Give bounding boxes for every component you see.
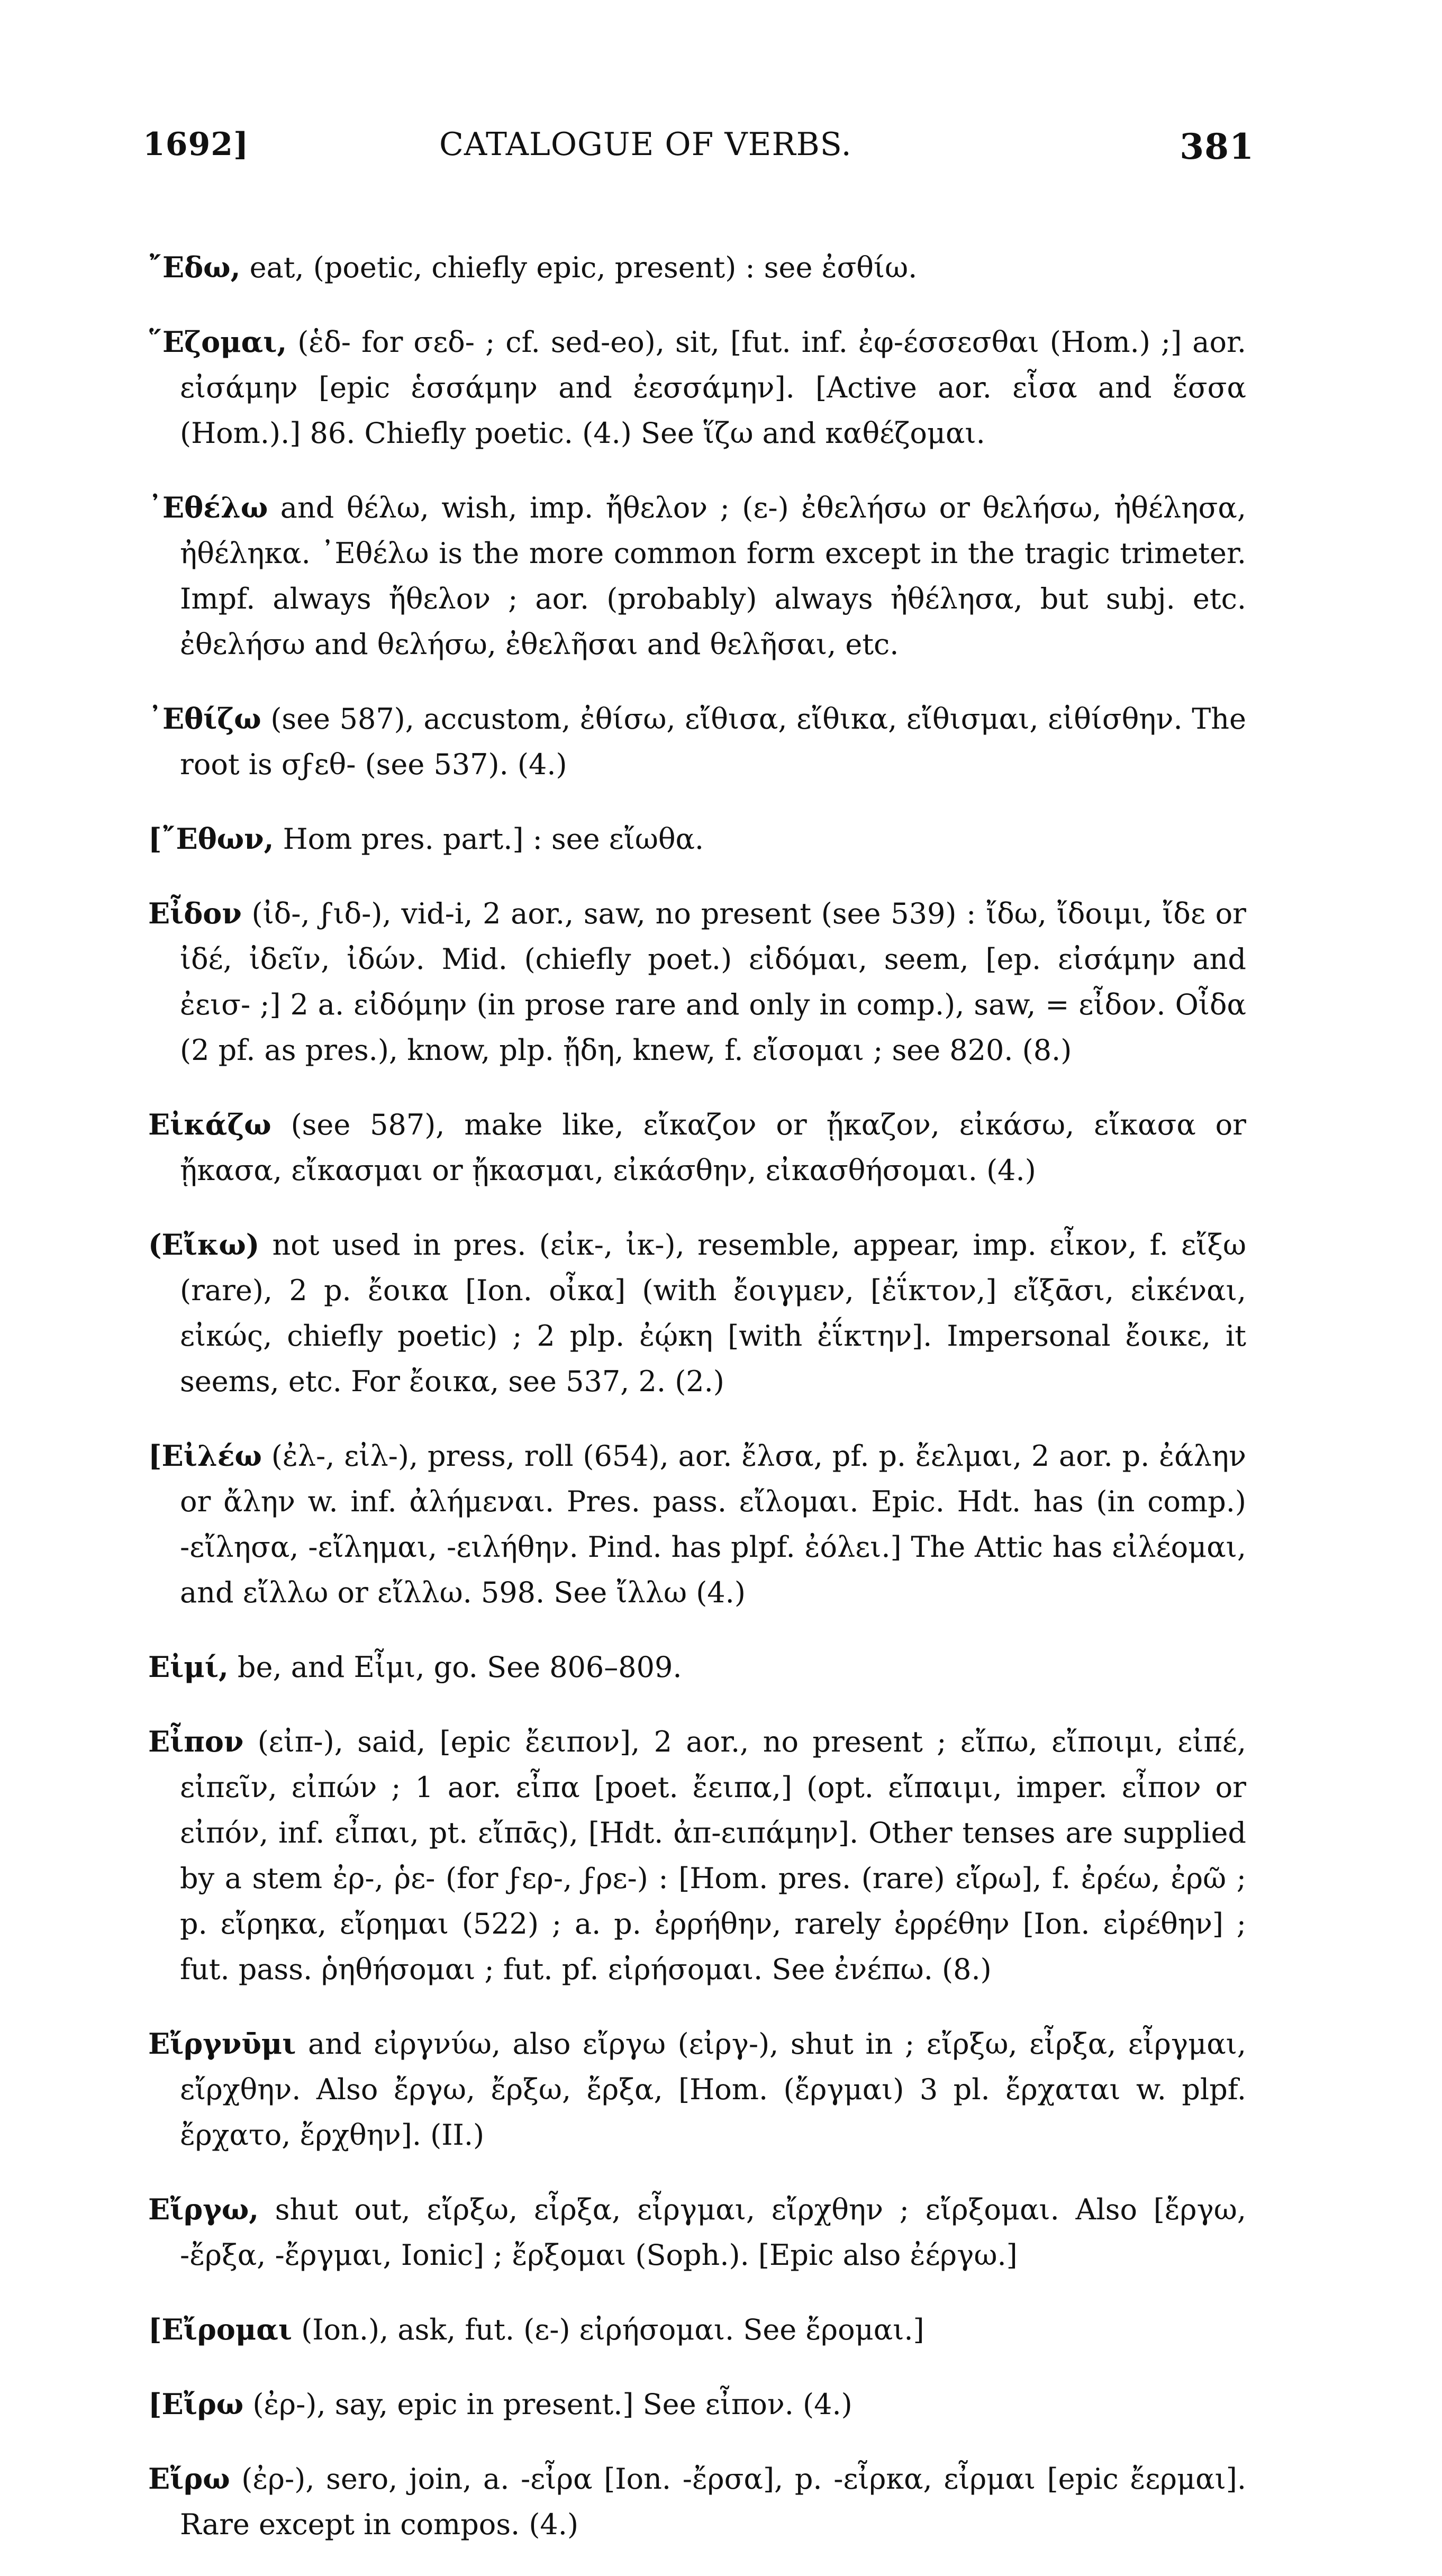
headword: [῎Εθων, (148, 822, 274, 856)
headword: [Εἴρομαι (148, 2312, 292, 2346)
headword: ῎Εδω, (148, 250, 241, 284)
entry-edo (148, 244, 1246, 291)
entry-eidon (148, 891, 1246, 1073)
headword: ᾽Εθίζω (148, 702, 261, 736)
entry-eiro-join (148, 2456, 1246, 2547)
entry-ethon (148, 816, 1246, 862)
entry-eimi (148, 1644, 1246, 1690)
entry-body: eat, (poetic, chiefly epic, present) : see ἐσθίω. (240, 251, 918, 284)
entry-body: (ἑδ- for σεδ- ; cf. sed-eo), sit, [fut. inf. ἐφ-έσσεσθαι (Hom.) ;] aor. εἰσάμην [epic ἑσσάμην and ἐεσσάμην]. [Active aor. εἷσα and ἕσσα (Hom.).] 86. Chiefly poetic. (4.) See ἵζω and καθέζομαι. (180, 325, 1246, 450)
headword: ᾽Εθέλω (148, 491, 268, 524)
entry-eiko (148, 1222, 1246, 1404)
verb-catalogue (148, 216, 1246, 2576)
entry-body: (εἰπ-), said, [epic ἔειπον], 2 aor., no present ; εἴπω, εἴποιμι, εἰπέ, εἰπεῖν, εἰπών ; 1 aor. εἶπα [poet. ἔειπα,] (opt. εἴπαιμι, imper. εἶπον or εἰπόν, inf. εἶπαι, pt. εἴπᾱς), [Hdt. ἀπ-ειπάμην]. Other tenses are supplied by a stem ἐρ-, ῥε- (for ϝερ-, ϝρε-) : [Hom. pres. (rare) εἴρω], f. ἐρέω, ἐρῶ ; p. εἴρηκα, εἴρημαι (522) ; a. p. ἐρρήθην, rarely ἐρρέθην [Ion. εἰρέθην] ; fut. pass. ῥηθήσομαι ; fut. pf. εἰρήσομαι. See ἐνέπω. (8.) (180, 1725, 1246, 1986)
entry-ethizo (148, 696, 1246, 787)
headword: [Εἰλέω (148, 1439, 262, 1473)
entry-eipon (148, 1719, 1246, 1992)
headword: ῞Εζομαι, (148, 325, 287, 359)
headword: [Εἴρω (148, 2387, 244, 2421)
headword: Εἶδον (148, 896, 242, 930)
entry-eiromai (148, 2307, 1246, 2353)
entry-body: not used in pres. (εἰκ-, ἰκ-), resemble, appear, imp. εἶκον, f. εἴξω (rare), 2 p. ἔοικα [Ion. οἶκα] (with ἔοιγμεν, [ἐΐκτον,] εἴξᾱσι, εἰκέναι, εἰκώς, chiefly poetic) ; 2 plp. ἐῴκη [with ἐΐκτην]. Impersonal ἔοικε, it seems, etc. For ἔοικα, see 537, 2. (2.) (180, 1228, 1246, 1398)
entry-eikazo (148, 1102, 1246, 1193)
entry-body: (ἰδ-, ϝιδ-), vid-i, 2 aor., saw, no present (see 539) : ἴδω, ἴδοιμι, ἴδε or ἰδέ, ἰδεῖν, ἰδών. Mid. (chiefly poet.) εἰδόμαι, seem, [ep. εἰσάμην and ἐεισ- ;] 2 a. εἰδόμην (in prose rare and only in comp.), saw, = εἶδον. Οἶδα (2 pf. as pres.), know, plp. ᾔδη, knew, f. εἴσομαι ; see 820. (8.) (180, 897, 1246, 1067)
entry-hezomai (148, 319, 1246, 456)
entry-eileo (148, 1433, 1246, 1616)
headword: Εἴργω, (148, 2192, 259, 2226)
headword: Εἴρω (148, 2462, 230, 2496)
entry-body: be, and Εἶμι, go. See 806–809. (228, 1650, 682, 1684)
entry-body: (ἐλ-, εἰλ-), press, roll (654), aor. ἔλσα, pf. p. ἔελμαι, 2 aor. p. ἐάλην or ἄλην w. inf. ἀλήμεναι. Pres. pass. εἴλομαι. Epic. Hdt. has (in comp.) -εἴλησα, -εἴλημαι, -ειλήθην. Pind. has plpf. ἐόλει.] The Attic has εἰλέομαι, and εἴλλω or εἴλλω. 598. See ἴλλω (4.) (180, 1439, 1246, 1609)
entry-eirgnumi (148, 2021, 1246, 2158)
entry-eirgo (148, 2187, 1246, 2278)
entry-body: (see 587), make like, εἴκαζον or ᾔκαζον, εἰκάσω, εἴκασα or ᾔκασα, εἴκασμαι or ᾔκασμαι, εἰκάσθην, εἰκασθήσομαι. (4.) (180, 1108, 1246, 1187)
entry-body: and θέλω, wish, imp. ἤθελον ; (ε-) ἐθελήσω or θελήσω, ἠθέλησα, ἠθέληκα. ᾽Εθέλω is the more common form except in the tragic trimeter. Impf. always ἤθελον ; aor. (probably) always ἠθέλησα, but subj. etc. ἐθελήσω and θελήσω, ἐθελῆσαι and θελῆσαι, etc. (180, 491, 1246, 661)
headword: Εἴργνῡμι (148, 2027, 296, 2061)
entry-body: (see 587), accustom, ἐθίσω, εἴθισα, εἴθικα, εἴθισμαι, εἰθίσθην. The root is σϝεθ- (see 537). (4.) (180, 702, 1246, 781)
entry-body: (ἐρ-), sero, join, a. -εἶρα [Ion. -ἔρσα], p. -εἶρκα, εἶρμαι [epic ἔερμαι]. Rare except in compos. (4.) (180, 2462, 1246, 2541)
headword: Εἰμί, (148, 1650, 229, 1684)
headword: (Εἴκω) (148, 1228, 260, 1262)
running-title: CATALOGUE OF VERBS. (439, 126, 852, 163)
headword: Εἶπον (148, 1725, 244, 1758)
entry-body: (Ion.), ask, fut. (ε-) εἰρήσομαι. See ἔρομαι.] (292, 2313, 924, 2346)
entry-body: and εἰργνύω, also εἴργω (εἰργ-), shut in ; εἴρξω, εἶρξα, εἶργμαι, εἴρχθην. Also ἔργω, ἔρξω, ἔρξα, [Hom. (ἔργμαι) 3 pl. ἔρχαται w. plpf. ἔρχατο, ἔρχθην]. (II.) (180, 2027, 1246, 2152)
entry-body: (ἐρ-), say, epic in present.] See εἶπον. (4.) (243, 2388, 852, 2421)
entry-ethelo (148, 485, 1246, 667)
entry-body: shut out, εἴρξω, εἶρξα, εἶργμαι, εἴρχθην ; εἴρξομαι. Also [ἔργω, -ἔρξα, -ἔργμαι, Ionic] ; ἔρξομαι (Soph.). [Epic also ἐέργω.] (180, 2193, 1246, 2272)
headword: Εἰκάζω (148, 1108, 271, 1141)
entry-body: Hom pres. part.] : see εἴωθα. (274, 822, 704, 856)
entry-eiro-say (148, 2381, 1246, 2427)
section-number: 1692] (143, 126, 249, 163)
page-number: 381 (1180, 126, 1254, 167)
